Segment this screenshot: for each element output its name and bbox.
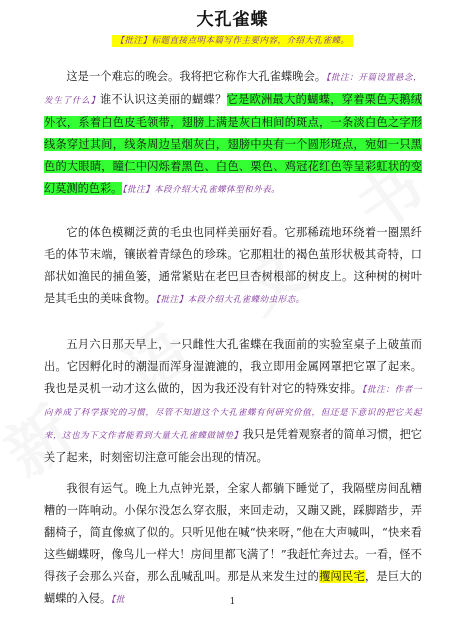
title-annotation [0, 28, 465, 47]
title-annotation-text: 【批注】标题直接点明本篇写作主要内容，介绍大孔雀蝶。 [112, 35, 352, 47]
paragraph-4-annotation: 【批 [111, 595, 125, 605]
paragraph-4 [44, 478, 422, 611]
paragraph-3-text-b: 我只是凭着观察者的简单习惯，把它关了起来，时刻密切注意可能会出现的情况。 [44, 428, 422, 464]
page-title: 大孔雀蝶 [196, 10, 269, 30]
paragraph-3 [44, 334, 422, 469]
paragraph-1-highlight: 它是欧洲最大的蝴蝶，穿着栗色天鹅绒外衣，系着白色皮毛领带，翅膀上满是灰白相间的斑点，一条淡白色之字形线条穿过其间，线条周边呈烟灰白，翅膀中央有一个圆形斑点，宛如一只黑色的大眼睛，瞳仁中闪烁着黑色、白色、栗色、鸡冠花红色等呈彩虹状的变幻莫测的色彩。 [44, 93, 422, 195]
paragraph-2 [44, 222, 422, 311]
paragraph-2-annotation: 【批注】本段介绍大孔雀蝶幼虫形态。 [155, 295, 305, 305]
paragraph-1 [44, 66, 422, 201]
paragraph-1-text-a: 这是一个难忘的晚会。我将把它称作大孔雀蝶晚会。 [66, 70, 327, 83]
paragraph-4-highlight: 攫闯民宅 [319, 570, 365, 583]
paragraph-1-annotation-a: 【批注：开篇设置悬念，发生了什么】 [44, 73, 422, 106]
paragraph-1-annotation-b: 【批注】本段介绍大孔雀蝶体型和外表。 [122, 185, 281, 195]
paragraph-3-annotation: 【批注：作者一向养成了科学探究的习惯，尽管不知道这个大孔雀蝶有何研究价值，但还是下意识的把它关起来，这也为下文作者能看到大量大孔雀蝶做铺垫】 [44, 385, 422, 441]
paragraph-2-text: 它的体色模糊泛黄的毛虫也同样美丽好看。它那稀疏地环绕着一圈黑纤毛的体节末端，镶嵌着青绿色的珍珠。它那粗壮的褐色茧形状极其奇特，口部状如渔民的捕鱼篓，通常紧贴在老巴旦杏树根部的树皮上。这种树的树叶是其毛虫的美味食物。 [44, 226, 422, 305]
paragraph-4-text-a: 我很有运气。晚上九点钟光景，全家人都躺下睡觉了，我隔壁房间乱糟糟的一阵响动。小保尔没怎么穿衣服，来回走动，又蹦又跳，踩脚踏步，弄翻椅子，简直像疯了似的。只听见他在喊“快来呀，”他在大声喊叫，“快来看这些蝴蝶呀，像鸟儿一样大！房间里都飞满了！”我赶忙奔过去。一看，怪不得孩子会那么兴奋，那么乱喊乱叫。那是从来发生过的 [44, 482, 422, 583]
paragraph-1-text-b: 谁不认识这美丽的蝴蝶？ [99, 93, 227, 106]
page-number: 1 [229, 597, 236, 607]
paragraph-4-text-b: ，是巨大的蝴蝶的入侵。 [44, 570, 422, 605]
paragraph-3-text-a: 五月六日那天早上，一只雌性大孔雀蝶在我面前的实验室桌子上破茧而出。它因孵化时的潮湿而浑身湿漉漉的，我立即用金属网罩把它罩了起来。我也是灵机一动才这么做的，因为我还没有针对它的特殊安排。 [44, 338, 422, 395]
